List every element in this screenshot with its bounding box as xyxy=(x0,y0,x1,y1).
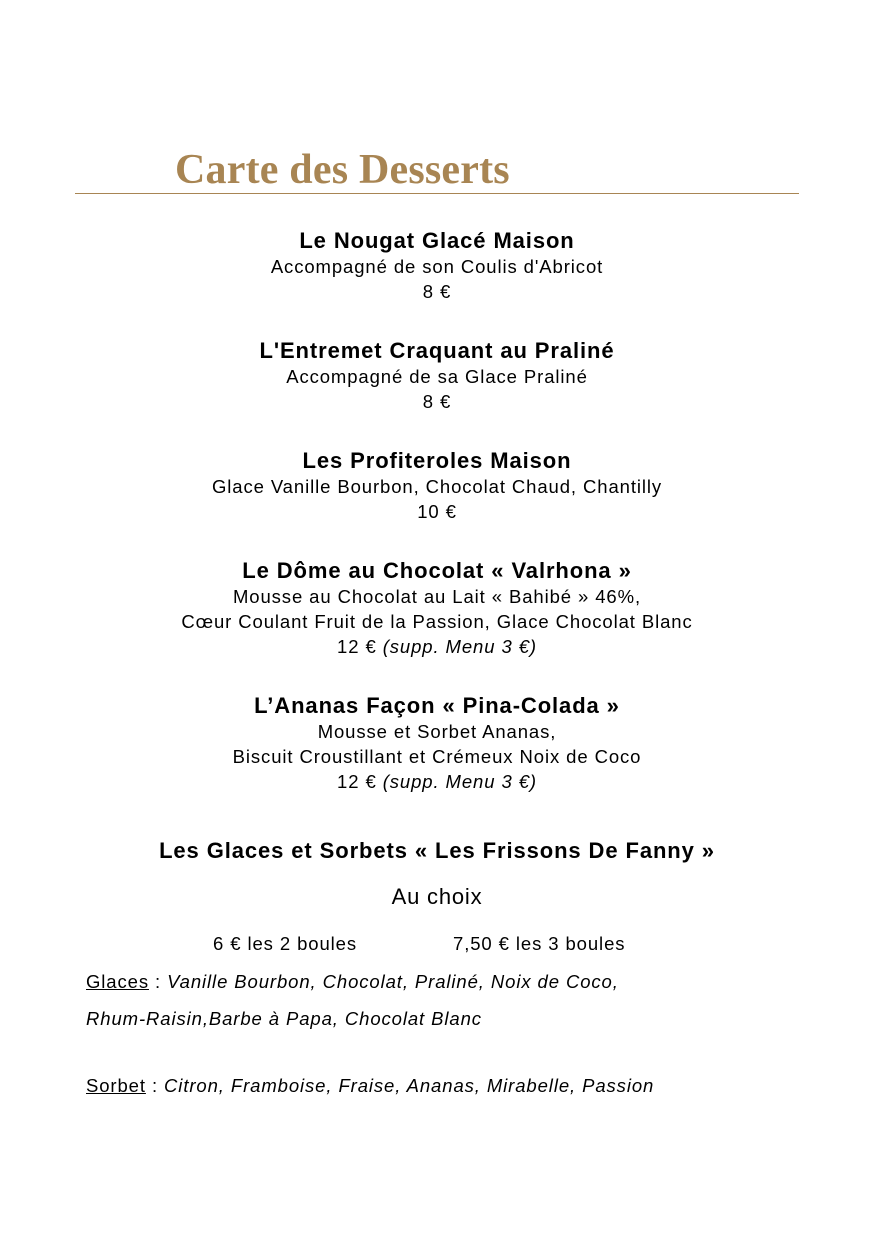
dessert-item xyxy=(0,558,874,659)
dessert-description: Accompagné de son Coulis d'Abricot xyxy=(270,256,604,277)
glaces-flavors xyxy=(86,963,806,1037)
price-value: 8 € xyxy=(422,391,452,412)
dessert-description: Glace Vanille Bourbon, Chocolat Chaud, Chantilly xyxy=(211,476,663,497)
dessert-name: L’Ananas Façon « Pina-Colada » xyxy=(254,693,620,718)
ice-cream-section-title: Les Glaces et Sorbets « Les Frissons De Fanny » xyxy=(159,838,715,863)
glaces-list-continued: Rhum-Raisin,Barbe à Papa, Chocolat Blanc xyxy=(86,1008,482,1029)
dessert-description: Mousse au Chocolat au Lait « Bahibé » 46%, xyxy=(232,586,642,607)
supplement-note: (supp. Menu 3 €) xyxy=(382,636,537,657)
dessert-price xyxy=(0,769,874,794)
dessert-price xyxy=(0,499,874,524)
dessert-description: Biscuit Croustillant et Crémeux Noix de Coco xyxy=(232,746,642,767)
sorbet-label: Sorbet xyxy=(86,1075,146,1096)
dessert-price xyxy=(0,279,874,304)
dessert-name: Les Profiteroles Maison xyxy=(302,448,572,473)
dessert-name: Le Dôme au Chocolat « Valrhona » xyxy=(242,558,632,583)
title-divider xyxy=(75,193,799,194)
dessert-item xyxy=(0,338,874,414)
choice-label: Au choix xyxy=(391,884,483,909)
dessert-item xyxy=(0,693,874,794)
dessert-description: Accompagné de sa Glace Praliné xyxy=(286,366,588,387)
price-value: 8 € xyxy=(422,281,452,302)
glaces-label: Glaces xyxy=(86,971,149,992)
price-value: 12 € xyxy=(337,636,377,657)
dessert-description: Cœur Coulant Fruit de la Passion, Glace Chocolat Blanc xyxy=(181,611,693,632)
price-three-scoops: 7,50 € les 3 boules xyxy=(453,933,626,954)
dessert-name: Le Nougat Glacé Maison xyxy=(299,228,575,253)
dessert-item xyxy=(0,228,874,304)
dessert-name: L'Entremet Craquant au Praliné xyxy=(259,338,615,363)
price-value: 12 € xyxy=(337,771,377,792)
price-two-scoops: 6 € les 2 boules xyxy=(213,933,357,954)
dessert-item xyxy=(0,448,874,524)
page-title: Carte des Desserts xyxy=(175,147,510,193)
price-value: 10 € xyxy=(417,501,457,522)
dessert-price xyxy=(0,634,874,659)
supplement-note: (supp. Menu 3 €) xyxy=(382,771,537,792)
sorbet-flavors: Sorbet : Citron, Framboise, Fraise, Ananas, Mirabelle, Passion xyxy=(86,1075,655,1096)
dessert-price xyxy=(0,389,874,414)
dessert-description: Mousse et Sorbet Ananas, xyxy=(317,721,557,742)
glaces-line-1: Glaces : Vanille Bourbon, Chocolat, Praliné, Noix de Coco, xyxy=(86,971,619,992)
glaces-list: Vanille Bourbon, Chocolat, Praliné, Noix de Coco, xyxy=(167,971,619,992)
sorbet-list: Citron, Framboise, Fraise, Ananas, Mirabelle, Passion xyxy=(164,1075,655,1096)
